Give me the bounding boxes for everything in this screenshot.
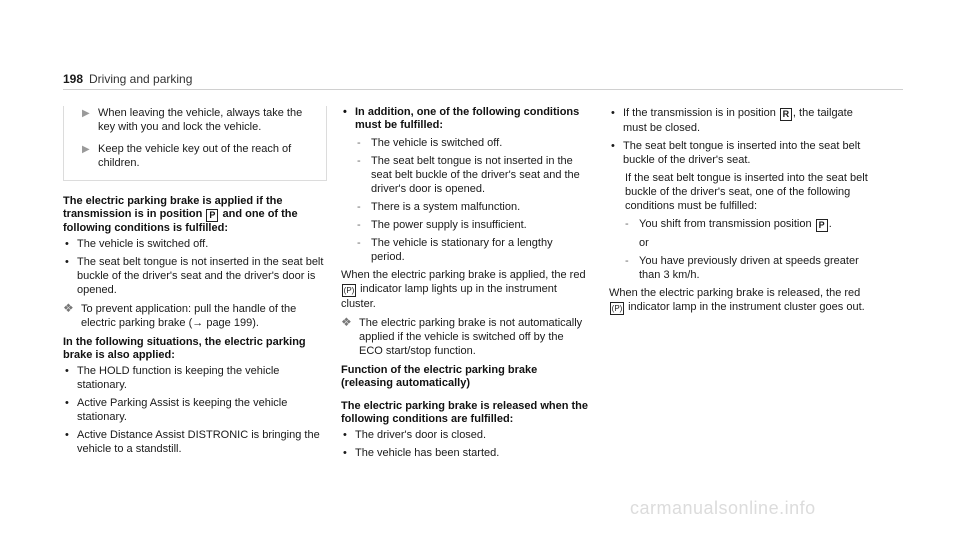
play-arrow-icon: ▶ (82, 144, 90, 155)
parking-brake-indicator-icon: (P) (611, 304, 623, 313)
list-item: • The seat belt tongue is inserted into the seat belt buckle of the driver's seat. (611, 140, 861, 166)
dash-item: - You have previously driven at speeds greater than 3 km/h. (625, 255, 859, 281)
column-middle (341, 106, 589, 464)
step-text: When leaving the vehicle, always take the key with you and lock the vehicle. (98, 107, 303, 133)
tip-note: ❖ The electric parking brake is not automatically applied if the vehicle is switched off by the ECO start/stop function. (341, 315, 583, 357)
page-link[interactable]: To prevent application: pull the handle of the electric parking brake (→ page 199). (81, 303, 297, 329)
or-text: or (639, 237, 649, 249)
list-item: • The HOLD function is keeping the vehicle stationary. (65, 365, 280, 391)
list-subparagraph: If the seat belt tongue is inserted into the seat belt buckle of the driver's seat, one of the following conditions must be fulfilled: (625, 172, 868, 212)
play-arrow-icon: ▶ (82, 108, 90, 119)
step-text: Keep the vehicle key out of the reach of children. (98, 143, 292, 169)
page-number: 198 (63, 72, 84, 86)
paragraph: When the electric parking brake is released, the red (P) indicator lamp in the instrument cluster goes out. (609, 287, 865, 313)
dash-item: - The power supply is insufficient. (357, 219, 527, 231)
paragraph: When the electric parking brake is applied, the red (P) indicator lamp lights up in the instrument cluster. (341, 269, 586, 310)
list-item: • Active Distance Assist DISTRONIC is bringing the vehicle to a standstill. (65, 429, 320, 455)
transmission-r-key-icon: R (780, 108, 792, 121)
column-right (609, 106, 871, 319)
section-heading: The electric parking brake is released when the following conditions are fulfilled: (341, 400, 588, 425)
page-header (63, 72, 903, 92)
parking-brake-indicator-icon: (P) (343, 286, 355, 295)
bullet-heading: • In addition, one of the following conditions must be fulfilled: (343, 106, 580, 131)
list-item: • The driver's door is closed. (343, 429, 487, 441)
lightbulb-icon: ❖ (63, 301, 74, 315)
section-heading: Function of the electric parking brake (releasing automatically) (341, 364, 538, 389)
watermark: carmanualsonline.info (630, 498, 816, 518)
list-item: • Active Parking Assist is keeping the vehicle stationary. (65, 397, 288, 423)
column-left (63, 106, 327, 460)
dash-item: - The vehicle is switched off. (357, 137, 503, 149)
transmission-p-key-icon: P (206, 209, 218, 222)
dash-item: - The seat belt tongue is not inserted in the seat belt buckle of the driver's seat and the driver's door is opened. (357, 155, 580, 195)
section-heading: The electric parking brake is applied if the transmission is in position P and one of the following conditions is fulfilled: (63, 195, 298, 234)
header-rule (63, 89, 903, 90)
section-title: Driving and parking (89, 72, 193, 86)
list-item: • The vehicle is switched off. (65, 238, 209, 250)
safety-note-box (63, 106, 327, 181)
tip-note (63, 302, 327, 330)
step-item (78, 142, 318, 170)
dash-item: - The vehicle is stationary for a lengthy period. (357, 237, 553, 263)
list-item: • If the transmission is in position R , the tailgate must be closed. (611, 107, 853, 134)
step-item (78, 106, 318, 134)
lightbulb-icon: ❖ (341, 315, 352, 329)
transmission-p-key-icon: P (816, 219, 828, 232)
list-item: • The vehicle has been started. (343, 447, 500, 459)
list-item: • The seat belt tongue is not inserted in the seat belt buckle of the driver's seat and the driver's door is opened. (65, 256, 324, 296)
dash-item: - There is a system malfunction. (357, 201, 521, 213)
dash-item: - You shift from transmission position P . (625, 218, 832, 230)
section-heading: In the following situations, the electric parking brake is also applied: (63, 336, 306, 361)
